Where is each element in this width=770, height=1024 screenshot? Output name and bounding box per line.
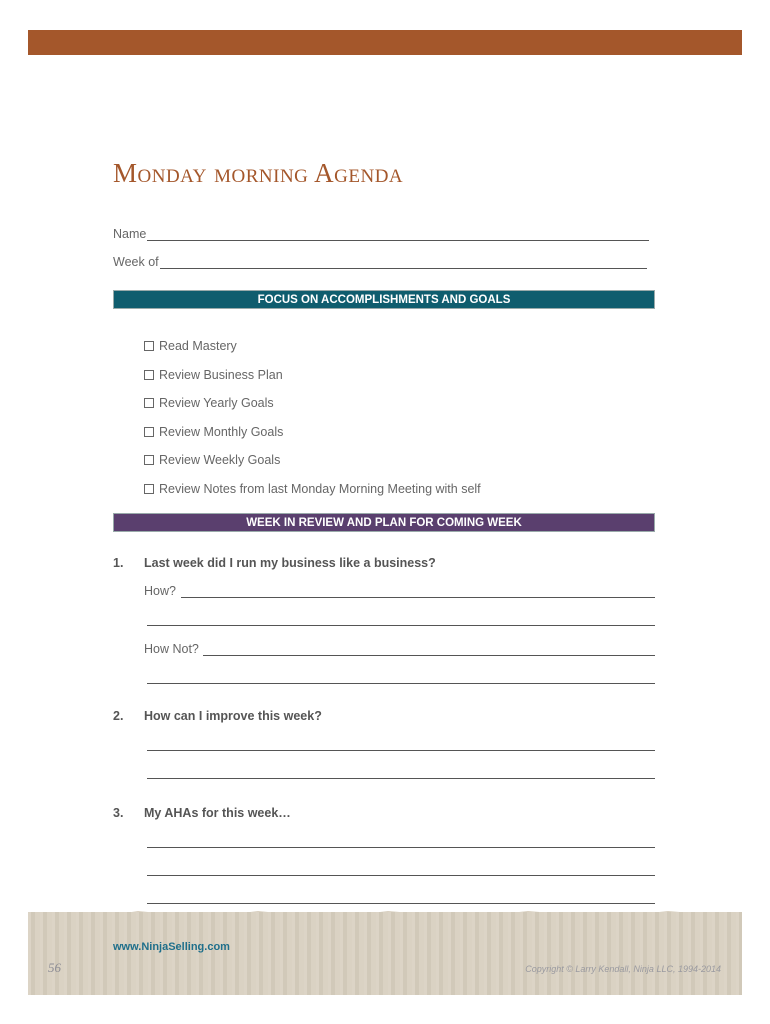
footer-website-link[interactable]: www.NinjaSelling.com <box>113 941 230 953</box>
checklist-label: Review Notes from last Monday Morning Meeting with self <box>159 481 481 496</box>
copyright-text: Copyright © Larry Kendall, Ninja LLC, 1994-2014 <box>525 964 721 974</box>
checklist-item[interactable] <box>144 446 481 475</box>
name-field[interactable] <box>113 227 649 241</box>
question-text: How can I improve this week? <box>144 709 322 723</box>
checklist-label: Review Yearly Goals <box>159 396 274 411</box>
header-bar <box>28 30 742 55</box>
checklist-item[interactable] <box>144 418 481 447</box>
footer-band <box>28 912 742 995</box>
focus-section-header: FOCUS ON ACCOMPLISHMENTS AND GOALS <box>113 290 655 309</box>
question-text: My AHAs for this week… <box>144 806 291 820</box>
question-number: 2. <box>113 709 124 723</box>
question-text: Last week did I run my business like a business? <box>144 556 436 570</box>
checklist-label: Review Business Plan <box>159 367 283 382</box>
name-label: Name <box>113 227 147 241</box>
checklist-item[interactable] <box>144 361 481 390</box>
checklist-label: Review Weekly Goals <box>159 453 281 468</box>
how-not-label: How Not? <box>144 642 199 656</box>
checklist-item[interactable] <box>144 475 481 504</box>
checkbox-icon[interactable] <box>144 455 154 465</box>
checklist-label: Read Mastery <box>159 339 237 354</box>
answer-line[interactable] <box>203 655 655 656</box>
week-label: Week of <box>113 255 159 269</box>
review-section-header: WEEK IN REVIEW AND PLAN FOR COMING WEEK <box>113 513 655 532</box>
checklist-item[interactable] <box>144 389 481 418</box>
name-line[interactable] <box>147 228 649 241</box>
checkbox-icon[interactable] <box>144 484 154 494</box>
checklist-item[interactable] <box>144 332 481 361</box>
question-number: 1. <box>113 556 124 570</box>
page-title: Monday morning Agenda <box>113 158 404 188</box>
how-label: How? <box>144 584 176 598</box>
checkbox-icon[interactable] <box>144 370 154 380</box>
week-line[interactable] <box>160 256 647 269</box>
checkbox-icon[interactable] <box>144 341 154 351</box>
checklist-label: Review Monthly Goals <box>159 424 284 439</box>
question-number: 3. <box>113 806 124 820</box>
answer-line[interactable] <box>147 778 655 779</box>
page-number: 56 <box>48 960 61 975</box>
checkbox-icon[interactable] <box>144 398 154 408</box>
answer-line[interactable] <box>181 597 655 598</box>
answer-line[interactable] <box>147 903 655 904</box>
checklist <box>144 332 481 503</box>
answer-line[interactable] <box>147 625 655 626</box>
answer-line[interactable] <box>147 847 655 848</box>
week-field[interactable] <box>113 255 647 269</box>
checkbox-icon[interactable] <box>144 427 154 437</box>
answer-line[interactable] <box>147 750 655 751</box>
answer-line[interactable] <box>147 875 655 876</box>
answer-line[interactable] <box>147 683 655 684</box>
